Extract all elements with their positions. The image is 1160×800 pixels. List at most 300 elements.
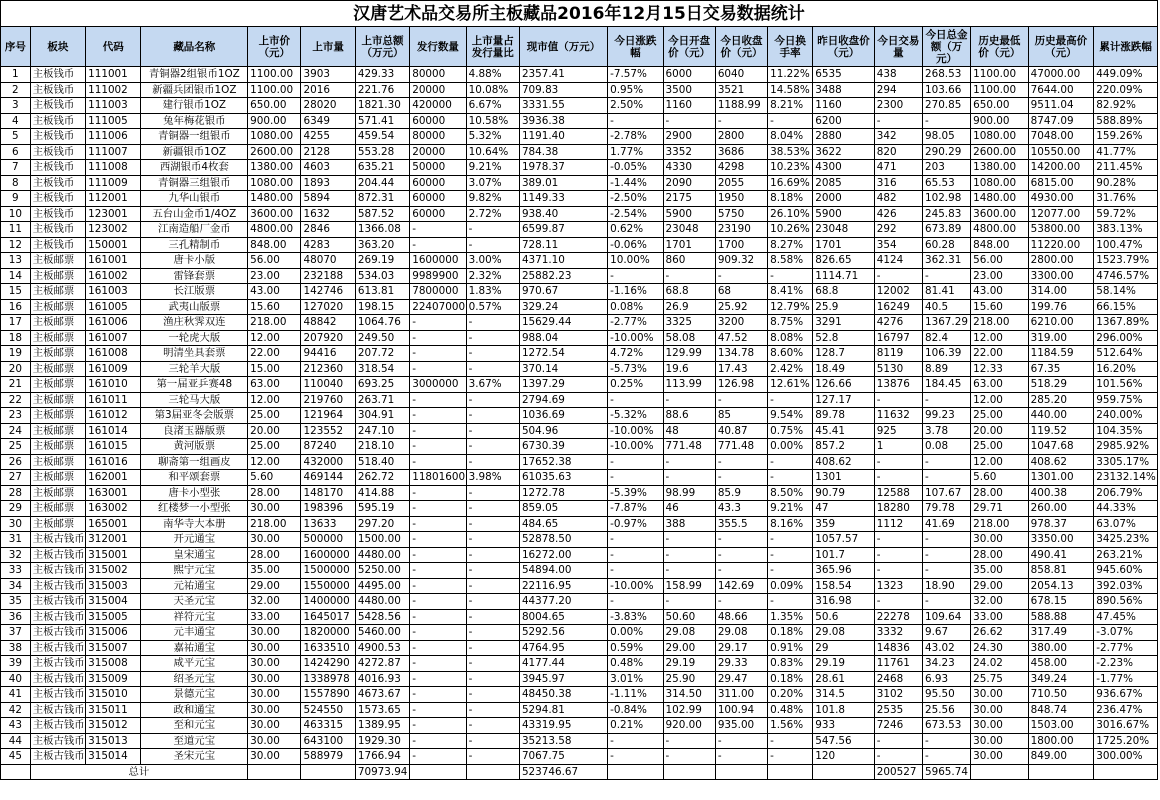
table-row (1, 284, 1158, 300)
table-cell: 4177.44 (519, 656, 607, 672)
column-header: 上市总额（万元） (355, 27, 409, 67)
table-row (1, 656, 1158, 672)
table-cell: 673.89 (922, 222, 970, 238)
column-header: 藏品名称 (141, 27, 248, 67)
table-cell: 4124 (874, 253, 922, 269)
table-cell: 94416 (301, 346, 355, 362)
table-cell: 48450.38 (519, 687, 607, 703)
table-cell: 161012 (86, 408, 141, 424)
table-cell: 11761 (874, 656, 922, 672)
table-cell: 459.54 (355, 129, 409, 145)
table-cell: - (768, 749, 813, 765)
table-cell: 1.35% (768, 609, 813, 625)
table-cell: 123552 (301, 423, 355, 439)
table-row (1, 377, 1158, 393)
table-cell: 110040 (301, 377, 355, 393)
table-cell: 16.20% (1094, 361, 1158, 377)
table-cell: 40.87 (715, 423, 767, 439)
table-cell: - (922, 532, 970, 548)
table-cell: 129.99 (663, 346, 715, 362)
table-cell: 890.56% (1094, 594, 1158, 610)
table-cell: 109.64 (922, 609, 970, 625)
table-cell: 1701 (813, 237, 875, 253)
table-cell: 848.00 (971, 237, 1028, 253)
table-cell: 120 (813, 749, 875, 765)
table-cell: 79.78 (922, 501, 970, 517)
table-cell: 38 (1, 640, 31, 656)
table-cell: 198.15 (355, 299, 409, 315)
table-cell: 212360 (301, 361, 355, 377)
table-cell: 44 (1, 733, 31, 749)
table-cell: 2600.00 (248, 144, 301, 160)
table-cell: 4800.00 (971, 222, 1028, 238)
table-cell: -1.44% (608, 175, 663, 191)
table-cell: - (715, 733, 767, 749)
table-cell: 1064.76 (355, 315, 409, 331)
table-cell: 9511.04 (1028, 98, 1094, 114)
table-cell: 30.00 (248, 532, 301, 548)
table-cell: 315008 (86, 656, 141, 672)
table-cell: - (410, 346, 466, 362)
table-cell: - (874, 594, 922, 610)
table-cell: 1701 (663, 237, 715, 253)
table-cell: 365.96 (813, 563, 875, 579)
table-cell: 主板古钱币 (30, 718, 85, 734)
table-cell: 60.28 (922, 237, 970, 253)
table-cell: - (715, 113, 767, 129)
table-cell: 至和元宝 (141, 718, 248, 734)
table-cell: 389.01 (519, 175, 607, 191)
table-cell: 4255 (301, 129, 355, 145)
table-cell: 3332 (874, 625, 922, 641)
table-cell: 25.9 (813, 299, 875, 315)
table-cell: 978.37 (1028, 516, 1094, 532)
table-cell: 16249 (874, 299, 922, 315)
table-cell: 23048 (663, 222, 715, 238)
table-cell: - (466, 439, 519, 455)
table-cell: 22116.95 (519, 578, 607, 594)
table-row (1, 532, 1158, 548)
table-cell: - (410, 609, 466, 625)
table-cell: 128.7 (813, 346, 875, 362)
table-cell: 463315 (301, 718, 355, 734)
table-cell: 26.9 (663, 299, 715, 315)
column-header: 今日开盘价（元） (663, 27, 715, 67)
table-cell: 1149.33 (519, 191, 607, 207)
table-cell: 240.00% (1094, 408, 1158, 424)
table-cell: 126.66 (813, 377, 875, 393)
table-cell: -0.06% (608, 237, 663, 253)
table-cell: 383.13% (1094, 222, 1158, 238)
table-cell: 1036.69 (519, 408, 607, 424)
table-cell: 武夷山版票 (141, 299, 248, 315)
table-cell: 主板钱币 (30, 67, 85, 83)
table-cell: - (715, 749, 767, 765)
table-cell: 262.72 (355, 470, 409, 486)
table-cell: 12.00 (248, 330, 301, 346)
table-cell: - (466, 532, 519, 548)
table-cell: - (768, 470, 813, 486)
table-cell: 218.10 (355, 439, 409, 455)
table-cell: 89.78 (813, 408, 875, 424)
table-cell: 绍圣元宝 (141, 671, 248, 687)
table-cell: 245.83 (922, 206, 970, 222)
table-cell: 1397.29 (519, 377, 607, 393)
table-cell: 6730.39 (519, 439, 607, 455)
table-cell: 860 (663, 253, 715, 269)
table-cell: - (768, 454, 813, 470)
table-cell: 4330 (663, 160, 715, 176)
table-cell: - (768, 547, 813, 563)
table-cell: 315006 (86, 625, 141, 641)
table-cell: 408.62 (1028, 454, 1094, 470)
table-cell: 4800.00 (248, 222, 301, 238)
table-cell: 3300.00 (1028, 268, 1094, 284)
table-cell: 1424290 (301, 656, 355, 672)
column-header: 今日交易量 (874, 27, 922, 67)
table-cell: 3102 (874, 687, 922, 703)
table-cell: 11632 (874, 408, 922, 424)
column-header: 累计涨跌幅 (1094, 27, 1158, 67)
table-cell: 41 (1, 687, 31, 703)
table-cell: 16 (1, 299, 31, 315)
table-cell: 613.81 (355, 284, 409, 300)
table-cell: 7644.00 (1028, 82, 1094, 98)
table-cell: 主板古钱币 (30, 578, 85, 594)
table-cell: 0.08 (922, 439, 970, 455)
table-cell: 58.08 (663, 330, 715, 346)
table-cell: 315009 (86, 671, 141, 687)
table-cell: 162001 (86, 470, 141, 486)
table-cell: 471 (874, 160, 922, 176)
column-header: 发行数量 (410, 27, 466, 67)
table-row (1, 718, 1158, 734)
table-cell: 635.21 (355, 160, 409, 176)
table-cell: - (466, 563, 519, 579)
table-cell: 1380.00 (248, 160, 301, 176)
table-cell: 3488 (813, 82, 875, 98)
table-cell: 23.00 (248, 268, 301, 284)
table-cell: 0.59% (608, 640, 663, 656)
table-cell: - (922, 470, 970, 486)
table-cell: -2.78% (608, 129, 663, 145)
table-cell: 0.00% (608, 625, 663, 641)
table-cell: 85.9 (715, 485, 767, 501)
table-cell: 319.00 (1028, 330, 1094, 346)
table-row (1, 160, 1158, 176)
table-cell: 198396 (301, 501, 355, 517)
table-cell: - (663, 749, 715, 765)
table-cell: - (663, 268, 715, 284)
table-cell: 青铜器2组银币1OZ (141, 67, 248, 83)
table-cell: 161014 (86, 423, 141, 439)
table-cell: 红楼梦一小型张 (141, 501, 248, 517)
table-cell: 1100.00 (248, 82, 301, 98)
table-cell: 534.03 (355, 268, 409, 284)
total-volume: 200527 (874, 764, 922, 780)
total-row (1, 764, 1158, 780)
sheet-title: 汉唐艺术品交易所主板藏品2016年12月15日交易数据统计 (0, 0, 1158, 26)
table-cell: 兔年梅花银币 (141, 113, 248, 129)
table-cell: 42 (1, 702, 31, 718)
table-cell: 315013 (86, 733, 141, 749)
table-cell: 主板邮票 (30, 392, 85, 408)
table-cell: 1080.00 (248, 175, 301, 191)
table-cell: 5750 (715, 206, 767, 222)
data-table (0, 26, 1158, 780)
table-cell: - (410, 485, 466, 501)
table-cell: 693.25 (355, 377, 409, 393)
table-cell: 3350.00 (1028, 532, 1094, 548)
table-cell: 438 (874, 67, 922, 83)
table-cell: 青铜器一组银币 (141, 129, 248, 145)
table-cell: - (874, 268, 922, 284)
table-cell: 220.09% (1094, 82, 1158, 98)
table-cell: 29.19 (663, 656, 715, 672)
table-cell: 826.65 (813, 253, 875, 269)
table-cell: 14 (1, 268, 31, 284)
table-row (1, 454, 1158, 470)
table-cell: 22.00 (971, 346, 1028, 362)
table-cell: 7800000 (410, 284, 466, 300)
table-cell: 29.71 (971, 501, 1028, 517)
table-row (1, 702, 1158, 718)
table-cell: 3686 (715, 144, 767, 160)
table-cell: 10.08% (466, 82, 519, 98)
table-cell: 3000000 (410, 377, 466, 393)
table-cell: 857.2 (813, 439, 875, 455)
table-cell: 268.53 (922, 67, 970, 83)
table-cell: 161011 (86, 392, 141, 408)
table-cell: 27 (1, 470, 31, 486)
table-cell: 景德元宝 (141, 687, 248, 703)
table-cell: 50000 (410, 160, 466, 176)
table-cell: 主板钱币 (30, 206, 85, 222)
table-cell: 678.15 (1028, 594, 1094, 610)
table-cell: - (768, 268, 813, 284)
table-cell: 13 (1, 253, 31, 269)
table-cell: - (410, 687, 466, 703)
table-cell: - (922, 749, 970, 765)
table-cell: 2300 (874, 98, 922, 114)
table-cell: 8.18% (768, 191, 813, 207)
column-header: 上市量占发行量比 (466, 27, 519, 67)
table-cell: 0.95% (608, 82, 663, 98)
table-cell: 1500000 (301, 563, 355, 579)
table-cell: 236.47% (1094, 702, 1158, 718)
table-cell: 101.7 (813, 547, 875, 563)
table-cell: 63.00 (248, 377, 301, 393)
header-row (1, 27, 1158, 67)
table-cell: 900.00 (971, 113, 1028, 129)
table-cell: 52878.50 (519, 532, 607, 548)
table-cell: 311.00 (715, 687, 767, 703)
table-cell: 29.17 (715, 640, 767, 656)
table-cell: 315002 (86, 563, 141, 579)
table-cell: 12.00 (971, 392, 1028, 408)
table-cell: 29.00 (971, 578, 1028, 594)
table-cell: - (922, 392, 970, 408)
table-cell: 30.00 (248, 640, 301, 656)
table-cell: 900.00 (248, 113, 301, 129)
table-cell: 1821.30 (355, 98, 409, 114)
table-cell: - (410, 501, 466, 517)
table-cell: 111007 (86, 144, 141, 160)
table-cell: 10 (1, 206, 31, 222)
table-cell: 123001 (86, 206, 141, 222)
table-cell: 127020 (301, 299, 355, 315)
table-cell: - (410, 222, 466, 238)
total-listing-amount: 70973.94 (355, 764, 409, 780)
table-cell: - (874, 563, 922, 579)
table-cell: 主板古钱币 (30, 687, 85, 703)
table-cell: 19.6 (663, 361, 715, 377)
table-cell: 588.88 (1028, 609, 1094, 625)
table-cell: 121964 (301, 408, 355, 424)
table-cell: 5900 (663, 206, 715, 222)
table-cell: 142.69 (715, 578, 767, 594)
table-cell: 35.00 (248, 563, 301, 579)
table-cell: - (608, 547, 663, 563)
table-cell: 970.67 (519, 284, 607, 300)
table-cell: - (715, 532, 767, 548)
table-cell: 23.00 (971, 268, 1028, 284)
table-cell: 126.98 (715, 377, 767, 393)
table-cell: 294 (874, 82, 922, 98)
table-row (1, 408, 1158, 424)
table-cell: 123002 (86, 222, 141, 238)
table-cell: -2.77% (608, 315, 663, 331)
table-cell: 429.33 (355, 67, 409, 83)
table-cell: 元丰通宝 (141, 625, 248, 641)
table-cell: 24 (1, 423, 31, 439)
table-cell: 43.02 (922, 640, 970, 656)
table-cell: 唐卡小版 (141, 253, 248, 269)
table-cell: 主板邮票 (30, 485, 85, 501)
table-cell: 2054.13 (1028, 578, 1094, 594)
table-cell: - (466, 718, 519, 734)
table-cell: - (874, 392, 922, 408)
table-cell: 392.03% (1094, 578, 1158, 594)
table-cell: 30.00 (248, 625, 301, 641)
table-cell: - (922, 113, 970, 129)
table-cell: 300.00% (1094, 749, 1158, 765)
table-cell: 1047.68 (1028, 439, 1094, 455)
table-cell: 2128 (301, 144, 355, 160)
table-cell: 643100 (301, 733, 355, 749)
table-cell: - (410, 656, 466, 672)
table-row (1, 268, 1158, 284)
table-cell: - (608, 454, 663, 470)
table-cell: - (608, 470, 663, 486)
table-cell: 12.79% (768, 299, 813, 315)
table-cell: 482 (874, 191, 922, 207)
table-cell: 2800.00 (1028, 253, 1094, 269)
table-cell: 161008 (86, 346, 141, 362)
table-row (1, 98, 1158, 114)
table-cell: 1480.00 (971, 191, 1028, 207)
table-row (1, 315, 1158, 331)
table-cell: -3.83% (608, 609, 663, 625)
table-cell: 4.88% (466, 67, 519, 83)
table-cell: 30.00 (971, 718, 1028, 734)
table-cell: 主板钱币 (30, 222, 85, 238)
table-cell: 10.00% (608, 253, 663, 269)
table-cell: 909.32 (715, 253, 767, 269)
table-cell: 唐卡小型张 (141, 485, 248, 501)
table-cell: 22407000 (410, 299, 466, 315)
table-cell: - (466, 501, 519, 517)
table-cell: 主板古钱币 (30, 547, 85, 563)
table-cell: 33 (1, 563, 31, 579)
table-cell: 936.67% (1094, 687, 1158, 703)
table-cell: 161016 (86, 454, 141, 470)
table-cell: 52.8 (813, 330, 875, 346)
table-cell: 107.67 (922, 485, 970, 501)
table-cell: 皇宋通宝 (141, 547, 248, 563)
table-cell: 90.28% (1094, 175, 1158, 191)
table-cell: 50.60 (663, 609, 715, 625)
table-cell: 0.18% (768, 625, 813, 641)
table-cell: 3.00% (466, 253, 519, 269)
table-row (1, 361, 1158, 377)
table-cell: 29.19 (813, 656, 875, 672)
table-cell: 3945.97 (519, 671, 607, 687)
table-cell: 0.20% (768, 687, 813, 703)
table-cell: 30.00 (248, 501, 301, 517)
table-cell: - (608, 594, 663, 610)
table-cell: 14.58% (768, 82, 813, 98)
table-cell: 150001 (86, 237, 141, 253)
table-cell: 12.00 (971, 454, 1028, 470)
table-cell: 12002 (874, 284, 922, 300)
table-cell: 33.00 (971, 609, 1028, 625)
table-cell: 524550 (301, 702, 355, 718)
table-cell: 25.90 (663, 671, 715, 687)
table-cell: 270.85 (922, 98, 970, 114)
table-row (1, 237, 1158, 253)
table-cell: 28.00 (248, 547, 301, 563)
table-cell: 269.19 (355, 253, 409, 269)
table-cell: 59.72% (1094, 206, 1158, 222)
table-cell: 35213.58 (519, 733, 607, 749)
table-cell: 12.33 (971, 361, 1028, 377)
table-cell: 2175 (663, 191, 715, 207)
table-cell: 99.23 (922, 408, 970, 424)
table-cell: 60000 (410, 175, 466, 191)
table-cell: 709.83 (519, 82, 607, 98)
table-cell: 7 (1, 160, 31, 176)
table-cell: - (466, 423, 519, 439)
table-cell: -7.87% (608, 501, 663, 517)
table-row (1, 501, 1158, 517)
table-cell: 29 (1, 501, 31, 517)
table-cell: 新疆银币1OZ (141, 144, 248, 160)
table-cell: 15.60 (971, 299, 1028, 315)
table-cell: 22 (1, 392, 31, 408)
table-cell: 1112 (874, 516, 922, 532)
table-cell: 771.48 (715, 439, 767, 455)
table-cell: 8.50% (768, 485, 813, 501)
table-cell: 10.23% (768, 160, 813, 176)
table-cell: 0.09% (768, 578, 813, 594)
table-cell: 46 (663, 501, 715, 517)
table-cell: 7246 (874, 718, 922, 734)
table-cell: 587.52 (355, 206, 409, 222)
table-cell: 主板邮票 (30, 299, 85, 315)
table-cell: -2.54% (608, 206, 663, 222)
table-cell: 9.67 (922, 625, 970, 641)
